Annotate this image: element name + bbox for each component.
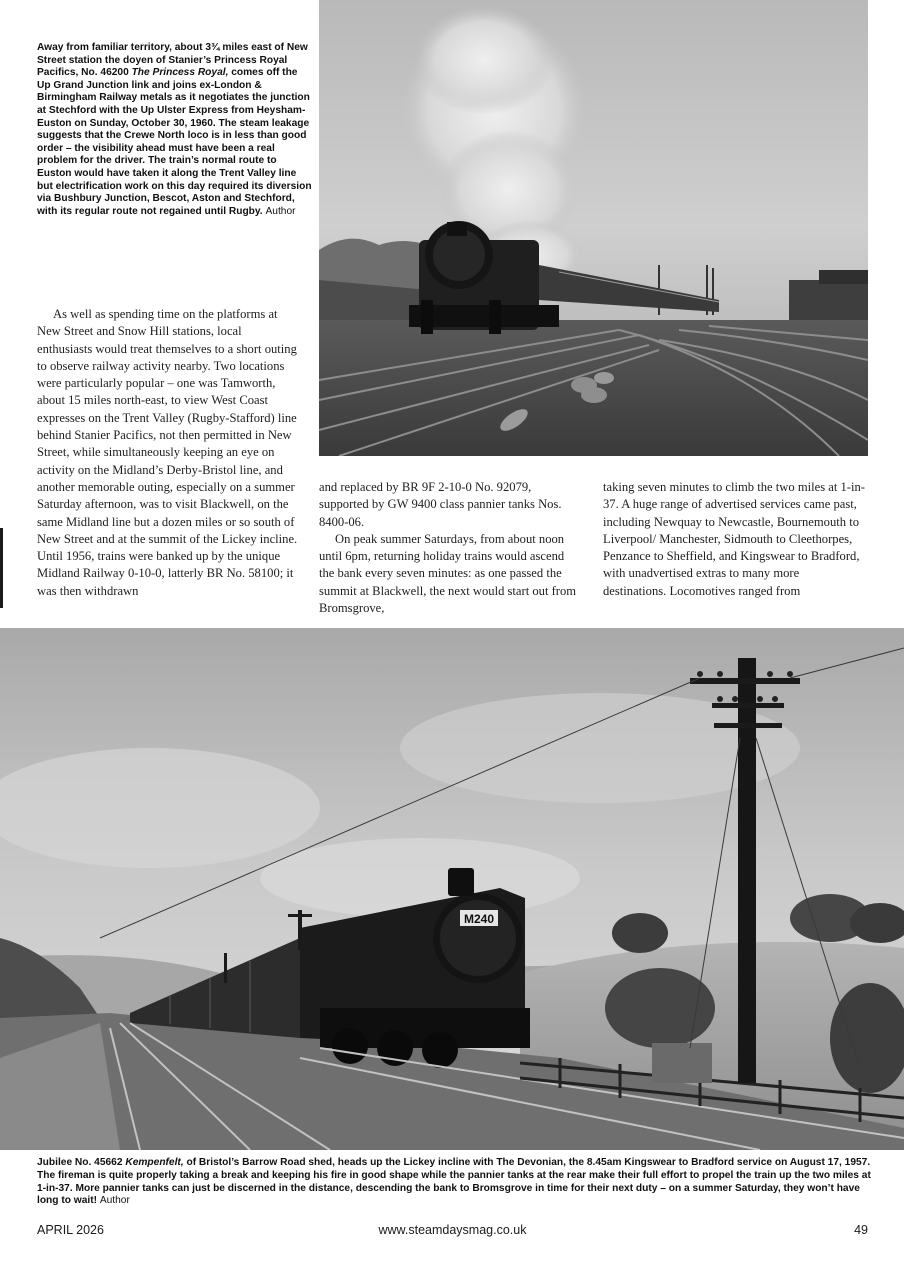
page-number: 49 — [854, 1223, 868, 1237]
body-column-2 — [319, 479, 581, 617]
caption-loco-name: The Princess Royal, — [131, 67, 229, 79]
lickey-incline-photo — [0, 628, 904, 1150]
caption-text-cont: comes off the Up Grand Junction link and joins ex-London & Birmingham Railway metals as it negotiates the junction at Stechford with the Up Ulster Express from Heysham-Euston on Sunday, October 30, 1960. The steam leakage suggests that the Crewe North loco is in less than good order – the visibility ahead must have been a real problem for the driver. The train’s normal route to Euston would have taken it along the Trent Valley line but electrification work on this day required its diversion via Bushbury Junction, Bescot, Aston and Stechford, with its regular route not regained until Rugby. — [37, 67, 312, 217]
body-paragraph: As well as spending time on the platforms at New Street and Snow Hill stations, local enthusiasts would treat themselves to a short outing to observe railway activity nearby. Two locations were particularly popular – one was Tamworth, about 15 miles north-east, to view West Coast expresses on the Trent Valley (Rugby-Stafford) line behind Stanier Pacifics, not then permitted in New Street, while simultaneously keeping an eye on activity on the Midland’s Derby-Bristol line, and another memorable outing, especially on a summer Saturday afternoon, was to visit Blackwell, on the same Midland line but a dozen miles or so south of New Street and at the summit of the Lickey incline. Until 1956, trains were banked up by the unique Midland Railway 0-10-0, latterly BR No. 58100; it was then withdrawn — [37, 307, 298, 598]
photo-credit: Author — [265, 205, 296, 217]
margin-rule — [0, 528, 3, 608]
steam-locomotive-photo — [319, 0, 868, 456]
headcode-board: M240 — [463, 912, 495, 926]
top-photo-caption — [37, 42, 312, 218]
bottom-photo-caption — [37, 1157, 872, 1208]
caption-loco-name: Kempenfelt, — [125, 1157, 184, 1168]
top-photo-princess-royal — [319, 0, 868, 456]
caption-text: Jubilee No. 45662 — [37, 1157, 126, 1168]
issue-date: APRIL 2026 — [37, 1223, 104, 1237]
caption-text: Away from familiar territory, about 3¾ miles east of New Street station the doyen of Stanier’s Princess Royal Pacifics, No. 46200 — [37, 42, 308, 79]
body-column-3 — [603, 479, 865, 600]
photo-credit: Author — [99, 1195, 130, 1207]
caption-text-cont: of Bristol’s Barrow Road shed, heads up the Lickey incline with The Devonian, the 8.45am Kingswear to Bradford service on August 17, 1957. The fireman is quite properly taking a break and keeping his fire in good shape while the pannier tanks at the rear make their full effort to propel the train up the two miles at 1-in-37. More pannier tanks can just be discerned in the distance, descending the bank to Bromsgrove in time for their next duty – on a summer Saturday, they won’t have long to wait! — [37, 1157, 871, 1207]
page-footer — [37, 1223, 868, 1241]
body-column-1 — [37, 306, 299, 600]
body-paragraph: On peak summer Saturdays, from about noon until 6pm, returning holiday trains would ascend the bank every seven minutes: as one passed the summit at Blackwell, the next would start out from Bromsgrove, — [319, 531, 577, 616]
website-url: www.steamdaysmag.co.uk — [378, 1223, 527, 1237]
body-paragraph: taking seven minutes to climb the two miles at 1-in-37. A huge range of advertised services came past, including Newquay to Newcastle, Bournemouth to Liverpool/ Manchester, Sidmouth to Cleethorpes, Penzance to Sheffield, and Kingswear to Bradford, with unadvertised extras to many more destinations. Locomotives ranged from — [603, 480, 865, 598]
bottom-photo-jubilee-lickey — [0, 628, 904, 1150]
body-paragraph: and replaced by BR 9F 2-10-0 No. 92079, supported by GW 9400 class pannier tanks Nos. 8400-06. — [319, 480, 562, 529]
